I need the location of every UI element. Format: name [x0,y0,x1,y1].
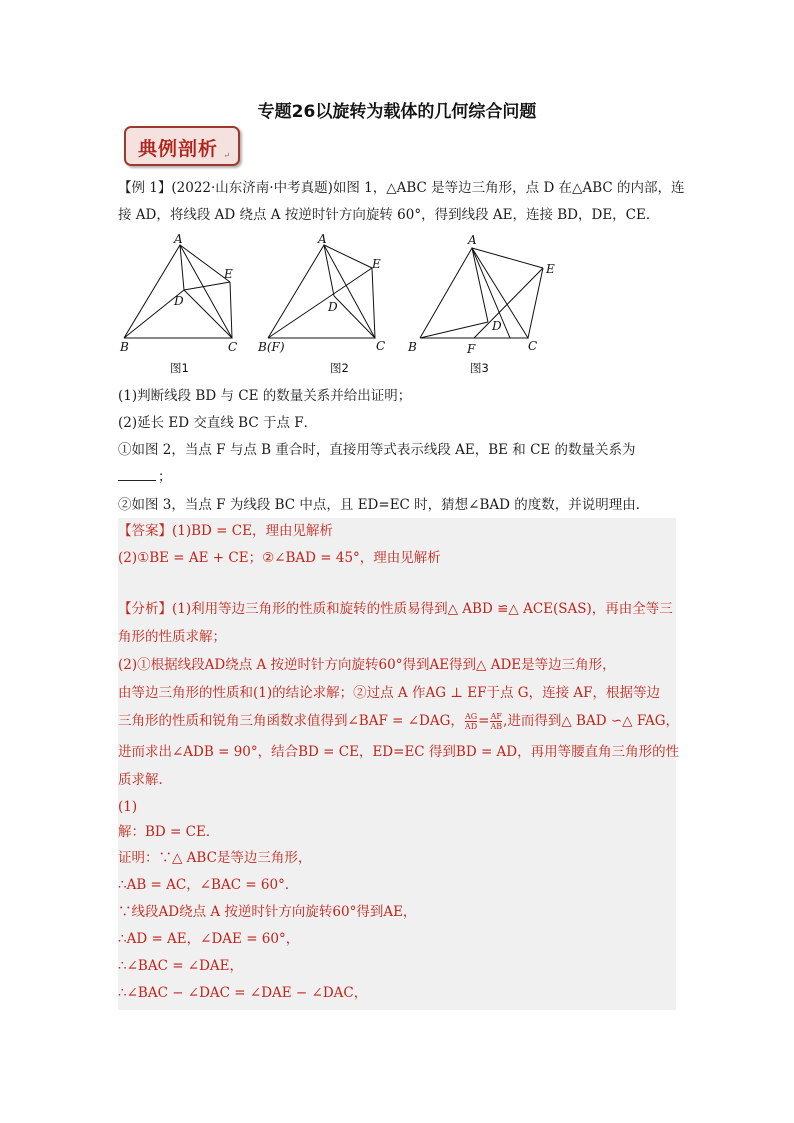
figure-2-caption: 图2 [330,361,349,375]
solution-part-label: (1) [118,799,138,815]
example-line-2: 接 AD，将线段 AD 绕点 A 按逆时针方向旋转 60°，得到线段 AE，连接 BD，DE，CE． [118,207,660,223]
fig1-label-2: D [174,294,184,308]
figure-3 [420,248,543,338]
solution-line-7: ∴∠BAC − ∠DAC = ∠DAE − ∠DAC， [118,985,368,1001]
answer-text-1: (1)BD = CE，理由见解析 [172,523,333,539]
analysis-line-5 [118,711,679,731]
fraction-2-numerator: AF [490,712,502,721]
solution-line-1: 解：BD = CE． [118,824,220,840]
solution-line-6: ∴∠BAC = ∠DAE， [118,958,244,974]
analysis-label: 【分析】 [118,601,172,617]
analysis-line-1 [118,599,673,619]
analysis-line-3: (2)①根据线段AD绕点 A 按逆时针方向旋转60°得到AE得到△ ADE是等边三角形， [118,657,616,673]
fig2-label-3: B(F) [258,340,285,354]
answer-blank [118,468,156,481]
analysis-line-7: 质求解． [118,772,172,788]
fig1-label-0: A [174,232,183,246]
page-title: 专题26以旋转为载体的几何综合问题 [257,102,537,122]
paragraph-mark-icon: ↵ [223,151,230,160]
fig3-label-5: C [528,339,538,353]
figure-1-labels [119,232,237,375]
question-2a-blank-line [118,467,172,487]
solution-line-5: ∴AD = AE，∠DAE = 60°， [118,931,300,947]
fig2-label-4: C [376,339,386,353]
figure-2-labels [257,232,385,375]
solution-line-2: 证明：∵△ ABC是等边三角形， [118,850,312,866]
fig2-label-2: D [328,300,338,314]
fraction-2-denominator: AB [490,722,503,731]
fig3-label-0: A [468,233,477,247]
question-2: (2)延长 ED 交直线 BC 于点 F． [118,415,318,431]
figure-3-caption: 图3 [470,361,489,375]
answer-line-2: (2)①BE = AE + CE；②∠BAD = 45°，理由见解析 [118,550,441,566]
analysis-text-5a: 三角形的性质和锐角三角函数求值得到∠BAF = ∠DAG， [118,713,464,729]
section-badge [124,126,240,166]
geometry-figures [110,232,580,380]
fraction-equals: = [478,713,490,729]
figure-3-labels [407,233,555,375]
figure-1 [124,245,232,338]
solution-line-4: ∵线段AD绕点 A 按逆时针方向旋转60°得到AE， [118,904,417,920]
section-badge-label: 典例剖析 [138,138,219,160]
figure-1-caption: 图1 [170,361,189,375]
fig1-label-3: B [120,340,129,354]
analysis-text-1: (1)利用等边三角形的性质和旋转的性质易得到△ ABD ≌△ ACE(SAS)，再由全等三 [172,601,673,617]
solution-line-3: ∴AB = AC，∠BAC = 60°． [118,877,299,893]
question-1: (1)判断线段 BD 与 CE 的数量关系并给出证明； [118,388,412,404]
answer-label: 【答案】 [118,523,172,539]
fraction-ag-ad [465,712,477,731]
question-2b: ②如图 3，当点 F 为线段 BC 中点，且 ED=EC 时，猜想∠BAD 的度数，并说明理由． [118,497,650,513]
analysis-text-5b: ,进而得到△ BAD ∽△ FAG， [503,713,680,729]
answer-line-1 [118,521,333,541]
fig1-label-4: C [228,340,238,354]
fraction-af-ab [490,712,502,731]
fig3-label-3: B [408,340,417,354]
fraction-1-numerator: AG [464,712,478,721]
analysis-line-4: 由等边三角形的性质和(1)的结论求解；②过点 A 作AG ⊥ EF于点 G，连接 AF，根据等边 [118,685,660,701]
fig3-label-1: E [546,262,555,276]
fig3-label-2: D [492,319,502,333]
question-2a-end: ； [158,469,172,485]
fig2-label-0: A [318,232,327,246]
example-line-1: 【例 1】(2022·山东济南·中考真题)如图 1，△ABC 是等边三角形，点 D 在△ABC 的内部，连 [118,180,685,196]
fraction-1-denominator: AD [464,722,478,731]
question-2a: ①如图 2，当点 F 与点 B 重合时，直接用等式表示线段 AE，BE 和 CE 的数量关系为 [118,442,636,458]
analysis-line-2: 角形的性质求解； [118,629,226,645]
fig1-label-1: E [224,267,233,281]
figure-2 [268,245,375,338]
fig3-label-4: F [467,342,476,356]
analysis-line-6: 进而求出∠ADB = 90°，结合BD = CE，ED=EC 得到BD = AD，再用等腰直角三角形的性 [118,744,680,760]
fig2-label-1: E [372,257,381,271]
